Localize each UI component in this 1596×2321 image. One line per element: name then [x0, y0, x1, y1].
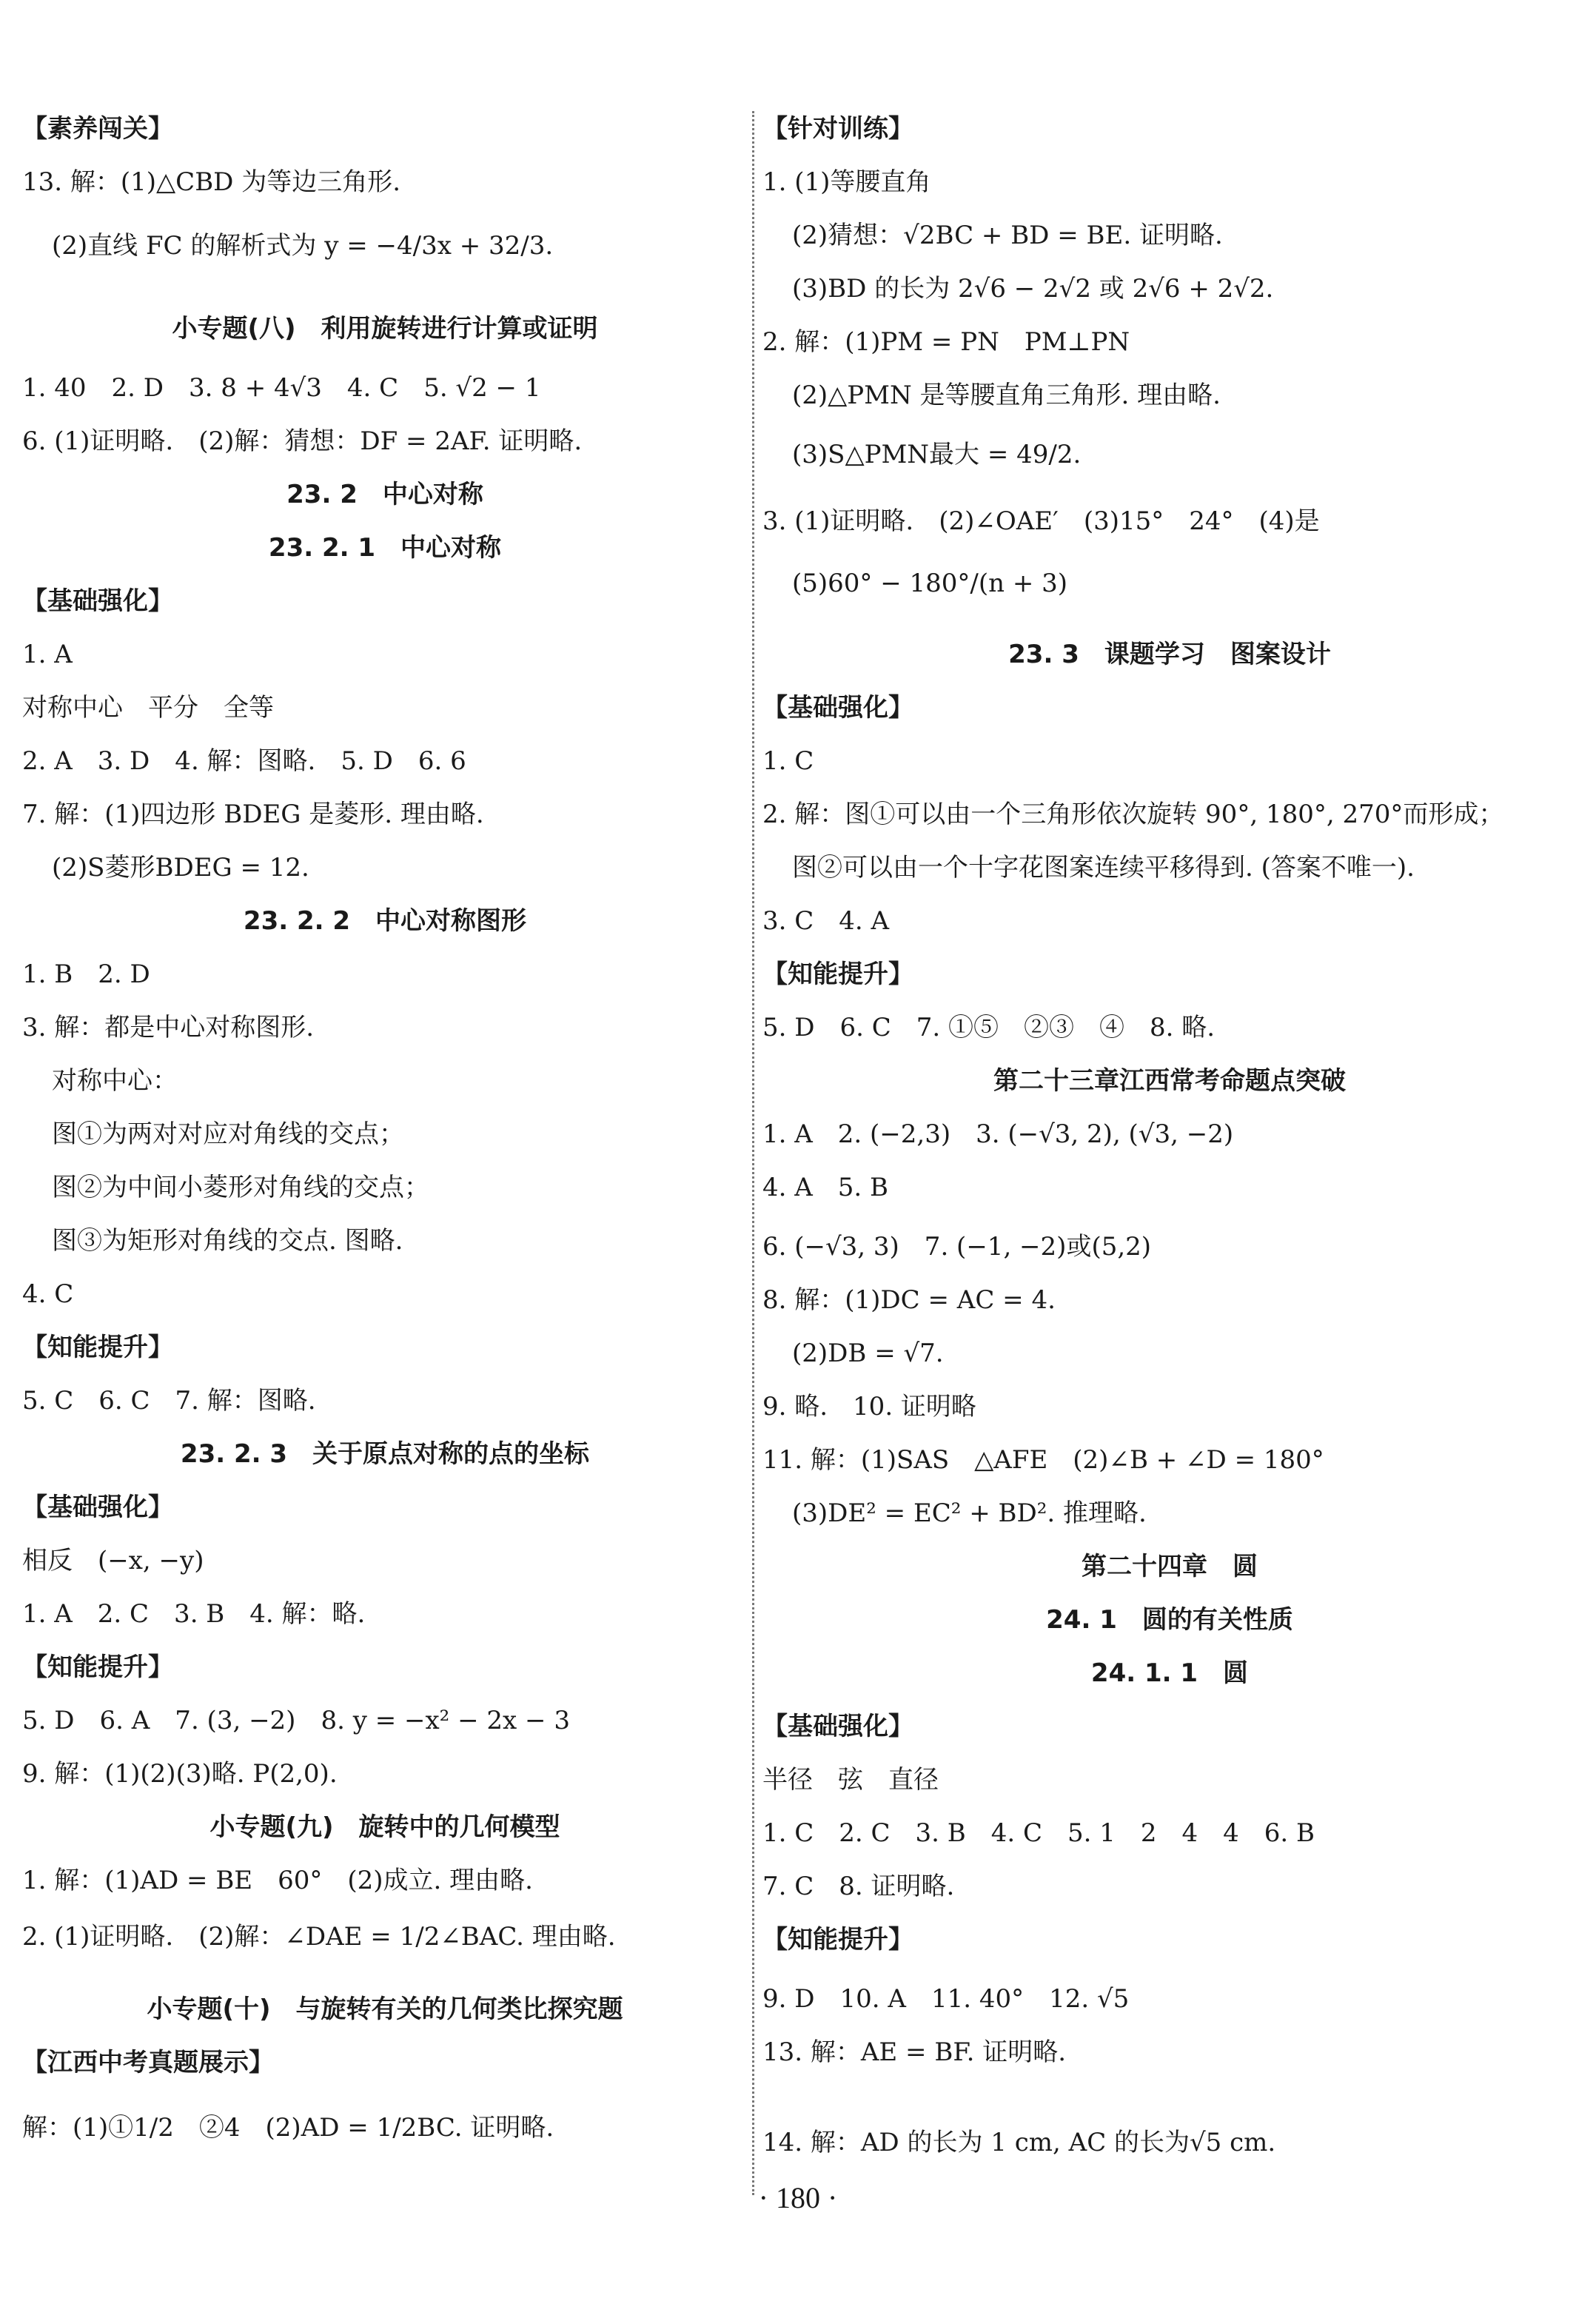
answer-line: 9. 略. 10. 证明略	[762, 1392, 976, 1421]
answer-line: 3. C 4. A	[762, 906, 890, 936]
answer-line: 6. (−√3, 3) 7. (−1, −2)或(5,2)	[762, 1232, 1152, 1262]
section-heading: 【针对训练】	[762, 114, 913, 144]
topic-heading: 第二十三章江西常考命题点突破	[993, 1066, 1346, 1096]
answer-line: (3)DE² = EC² + BD². 推理略.	[792, 1498, 1147, 1528]
answer-line: (2)猜想：√2BC + BD = BE. 证明略.	[792, 221, 1223, 250]
answer-line: (2)直线 FC 的解析式为 y = −4/3x + 32/3.	[52, 231, 554, 261]
answer-line: 图①为两对对应对角线的交点；	[52, 1119, 404, 1149]
answer-line: (2)△PMN 是等腰直角三角形. 理由略.	[792, 381, 1221, 410]
answer-line: 1. 解：(1)AD = BE 60° (2)成立. 理由略.	[22, 1866, 533, 1895]
answer-line: 对称中心：	[52, 1066, 178, 1096]
answer-line: 图③为矩形对角线的交点. 图略.	[52, 1226, 403, 1256]
answer-line: 1. 40 2. D 3. 8 + 4√3 4. C 5. √2 − 1	[22, 373, 541, 403]
section-heading: 【素养闯关】	[22, 114, 173, 144]
section-heading: 【基础强化】	[762, 693, 913, 723]
section-heading: 【知能提升】	[762, 1925, 913, 1955]
topic-heading: 小专题(九) 旋转中的几何模型	[209, 1812, 560, 1842]
answer-line: 4. A 5. B	[762, 1173, 889, 1202]
topic-heading: 第二十四章 圆	[1082, 1552, 1258, 1581]
section-heading: 【江西中考真题展示】	[22, 2048, 274, 2077]
answer-line: (3)S△PMN最大 = 49/2.	[792, 440, 1082, 469]
answer-line: (2)S菱形BDEG = 12.	[52, 853, 309, 882]
answer-line: 7. C 8. 证明略.	[762, 1872, 955, 1901]
topic-heading: 23. 3 课题学习 图案设计	[1008, 640, 1331, 669]
answer-line: (5)60° − 180°/(n + 3)	[792, 569, 1068, 598]
answer-line: 5. C 6. C 7. 解：图略.	[22, 1386, 316, 1416]
column-divider	[752, 111, 754, 2195]
section-heading: 【基础强化】	[22, 1493, 173, 1522]
topic-heading: 24. 1. 1 圆	[1090, 1658, 1249, 1688]
answer-line: 9. D 10. A 11. 40° 12. √5	[762, 1984, 1130, 2014]
answer-line: 相反 (−x, −y)	[22, 1546, 204, 1575]
answer-line: (3)BD 的长为 2√6 − 2√2 或 2√6 + 2√2.	[792, 274, 1274, 304]
answer-line: 解：(1)①1/2 ②4 (2)AD = 1/2BC. 证明略.	[22, 2113, 554, 2143]
page-number: · 180 ·	[758, 2181, 838, 2214]
answer-line: 14. 解：AD 的长为 1 cm, AC 的长为√5 cm.	[762, 2128, 1276, 2157]
answer-line: 3. 解：都是中心对称图形.	[22, 1013, 315, 1042]
answer-line: 1. A	[22, 640, 73, 669]
section-heading: 【知能提升】	[22, 1652, 173, 1682]
answer-line: 1. C	[762, 746, 814, 776]
answer-line: 对称中心 平分 全等	[22, 693, 274, 723]
topic-heading: 小专题(八) 利用旋转进行计算或证明	[172, 314, 598, 344]
answer-line: 3. (1)证明略. (2)∠OAE′ (3)15° 24° (4)是	[762, 506, 1320, 536]
topic-heading: 23. 2 中心对称	[286, 480, 483, 509]
answer-line: 1. C 2. C 3. B 4. C 5. 1 2 4 4 6. B	[762, 1818, 1315, 1848]
answer-line: 13. 解：AE = BF. 证明略.	[762, 2037, 1067, 2067]
answer-line: 7. 解：(1)四边形 BDEG 是菱形. 理由略.	[22, 800, 484, 829]
answer-line: 4. C	[22, 1279, 74, 1309]
section-heading: 【知能提升】	[762, 959, 913, 989]
answer-line: 5. D 6. A 7. (3, −2) 8. y = −x² − 2x − 3	[22, 1706, 570, 1735]
topic-heading: 小专题(十) 与旋转有关的几何类比探究题	[147, 1995, 623, 2024]
answer-line: 2. 解：图①可以由一个三角形依次旋转 90°, 180°, 270°而形成；	[762, 800, 1504, 829]
answer-line: 图②可以由一个十字花图案连续平移得到. (答案不唯一).	[792, 853, 1415, 882]
answer-line: 2. 解：(1)PM = PN PM⊥PN	[762, 327, 1130, 357]
answer-line: 半径 弦 直径	[762, 1765, 939, 1795]
section-heading: 【知能提升】	[22, 1333, 173, 1362]
answer-line: 5. D 6. C 7. ①⑤ ②③ ④ 8. 略.	[762, 1013, 1216, 1042]
topic-heading: 24. 1 圆的有关性质	[1046, 1605, 1293, 1635]
topic-heading: 23. 2. 3 关于原点对称的点的坐标	[180, 1439, 590, 1469]
topic-heading: 23. 2. 2 中心对称图形	[243, 906, 527, 936]
answer-line: 1. (1)等腰直角	[762, 167, 931, 197]
answer-line: 6. (1)证明略. (2)解：猜想：DF = 2AF. 证明略.	[22, 426, 583, 456]
answer-line: 8. 解：(1)DC = AC = 4.	[762, 1285, 1056, 1315]
answer-line: (2)DB = √7.	[792, 1339, 944, 1368]
answer-line: 2. A 3. D 4. 解：图略. 5. D 6. 6	[22, 746, 466, 776]
answer-line: 13. 解：(1)△CBD 为等边三角形.	[22, 167, 401, 197]
section-heading: 【基础强化】	[22, 586, 173, 616]
answer-line: 1. A 2. C 3. B 4. 解：略.	[22, 1599, 366, 1629]
answer-line: 图②为中间小菱形对角线的交点；	[52, 1173, 429, 1202]
answer-line: 1. B 2. D	[22, 959, 150, 989]
answer-line: 11. 解：(1)SAS △AFE (2)∠B + ∠D = 180°	[762, 1445, 1324, 1475]
answer-line: 1. A 2. (−2,3) 3. (−√3, 2), (√3, −2)	[762, 1119, 1234, 1149]
topic-heading: 23. 2. 1 中心对称	[268, 533, 502, 563]
section-heading: 【基础强化】	[762, 1712, 913, 1741]
answer-line: 9. 解：(1)(2)(3)略. P(2,0).	[22, 1759, 338, 1789]
answer-line: 2. (1)证明略. (2)解：∠DAE = 1/2∠BAC. 理由略.	[22, 1922, 616, 1952]
